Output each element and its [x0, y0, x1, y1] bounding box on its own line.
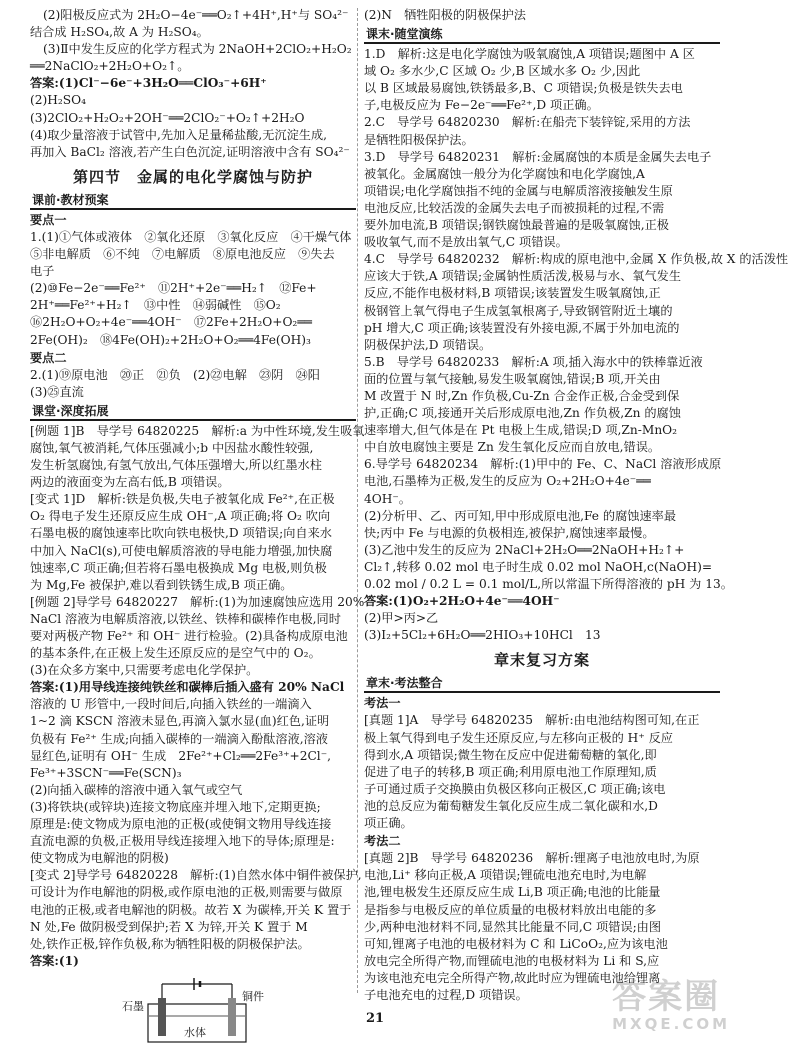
text-line: [例题 1]B 导学号 64820225 解析:a 为中性环境,发生吸氧 — [30, 423, 365, 438]
text-line: 子电池充电的过程,D 项错误。 — [364, 987, 528, 1002]
text-line: 使文物成为电解池的阴极) — [30, 851, 169, 866]
text-line: 是牺牲阳极保护法。 — [364, 132, 474, 147]
text-line: [变式 1]D 解析:铁是负极,失电子被氧化成 Fe²⁺,在正极 — [30, 492, 335, 507]
text-line: 0.02 mol / 0.2 L = 0.1 mol/L,所以常温下所得溶液的 pH 为 13。 — [364, 577, 733, 591]
chapter-title: 章末复习方案 — [493, 651, 590, 670]
text-line: 石墨电极的腐蚀速率比吹向铁电极快,D 项错误;向自来水 — [30, 526, 332, 541]
text-line: 池的总反应为葡萄糖发生氧化反应生成二氧化碳和水,D — [364, 798, 658, 813]
text-line: 答案:(1) — [30, 953, 79, 968]
page-number: 21 — [365, 1011, 385, 1026]
text-line: ⑤非电解质 ⑥不纯 ⑦电解质 ⑧原电池反应 ⑨失去 — [30, 247, 335, 262]
text-line: 子可通过质子交换膜由负极区移向正极区,C 项正确;该电 — [364, 781, 666, 796]
text-line: (3)㉕直流 — [30, 384, 84, 399]
text-line: 蚀速率,C 项正确;但若将石墨电极换成 Mg 电极,则负极 — [30, 560, 327, 575]
method-two-heading: 考法二 — [364, 834, 401, 849]
text-line: 项正确。 — [364, 816, 413, 831]
text-line: 反应,不能作电极材料,B 项错误;该装置发生吸氧腐蚀,正 — [364, 286, 661, 301]
text-line: 负极有 Fe²⁺ 生成;向插入碳棒的一端滴入酚酞溶液,溶液 — [30, 731, 328, 746]
text-line: (2)向插入碳棒的溶液中通入氧气或空气 — [30, 782, 243, 797]
text-line: 池,锂电极发生还原反应生成 Li,B 项正确;电池的比能量 — [364, 885, 661, 900]
text-line: pH 增大,C 项正确;该装置没有外接电源,不属于外加电流的 — [364, 320, 680, 335]
text-line: 中加入 NaCl(s),可使电解质溶液的导电能力增强,加快腐 — [30, 543, 333, 558]
text-line: 应该大于铁,A 项错误;金属钠性质活泼,极易与水、氧气发生 — [364, 269, 682, 284]
graphite-label: 石墨 — [122, 999, 144, 1013]
text-line: 腐蚀,氧气被消耗,气体压强减小;b 中因盐水酸性较强, — [30, 440, 314, 455]
text-line: (2)⑩Fe−2e⁻══Fe²⁺ ⑪2H⁺+2e⁻══H₂↑ ⑫Fe+ — [30, 281, 317, 296]
text-line: NaCl 溶液为电解质溶液,以铁丝、铁棒和碳棒作电极,同时 — [30, 611, 341, 626]
text-line: 1.(1)①气体或液体 ②氧化还原 ③氧化反应 ④干燥气体 — [30, 229, 352, 244]
text-line: [真题 1]A 导学号 64820235 解析:由电池结构图可知,在正 — [364, 713, 700, 728]
text-line: 原理是:使文物成为原电池的正极(或使铜文物用导线连接 — [30, 817, 332, 832]
text-line: 2Fe(OH)₂ ⑱4Fe(OH)₂+2H₂O+O₂══4Fe(OH)₃ — [30, 332, 311, 347]
text-line: 得到水,A 项错误;微生物在反应中促进葡萄糖的氧化,即 — [364, 747, 657, 762]
text-line: (4)取少量溶液于试管中,先加入足量稀盐酸,无沉淀生成, — [30, 127, 328, 142]
section-bar-practice: 课末·随堂演练 — [364, 26, 720, 44]
text-line: (3)I₂+5Cl₂+6H₂O══2HIO₃+10HCl 13 — [364, 628, 601, 643]
watermark-logo: 答案圈 MXQE.COM — [612, 976, 730, 1033]
water-label: 水体 — [184, 1025, 206, 1039]
text-line: (2)分析甲、乙、丙可知,甲中形成原电池,Fe 的腐蚀速率最 — [364, 508, 677, 523]
text-line: [变式 2]导学号 64820228 解析:(1)自然水体中铜件被保护, — [30, 868, 362, 883]
text-line: 3.D 导学号 64820231 解析:金属腐蚀的本质是金属失去电子 — [364, 149, 712, 164]
text-line: 域 O₂ 多水少,C 区域 O₂ 少,B 区域水多 O₂ 少,因此 — [364, 64, 641, 79]
text-line: 溶液的 U 形管中,一段时间后,向插入铁丝的一端滴入 — [30, 697, 312, 712]
right-lines-a — [364, 7, 720, 24]
text-line: 吸收氧气,而不是放出氧气,C 项错误。 — [364, 235, 568, 250]
text-line: 护,正确;C 项,接通开关后形成原电池,Zn 作负极,Zn 的腐蚀 — [364, 406, 681, 421]
text-line: 面的位置与氧气接触,易发生吸氧腐蚀,错误;B 项,开关由 — [364, 371, 661, 386]
text-line: 以 B 区域最易腐蚀,铁锈最多,B、C 项错误;负极是铁失去电 — [364, 81, 683, 96]
text-line: (3)将铁块(或锌块)连接文物底座并埋入地下,定期更换; — [30, 799, 321, 814]
text-line: 少,两种电池材料不同,显然其比能量不同,C 项错误;由图 — [364, 919, 662, 934]
text-line: 速率增大,但气体是在 Pt 电极上生成,错误;D 项,Zn-MnO₂ — [364, 423, 678, 438]
text-line: Fe³⁺+3SCN⁻══Fe(SCN)₃ — [30, 765, 182, 780]
text-line: [例题 2]导学号 64820227 解析:(1)为加速腐蚀应选用 20% — [30, 594, 365, 609]
text-line: 电池反应,比较活泼的金属失去电子而被损耗的过程,不需 — [364, 200, 665, 215]
text-line: 两边的液面变为左高右低,B 项错误。 — [30, 475, 230, 490]
text-line: 极钢管上氧气得电子生成氢氧根离子,导致钢管附近土壤的 — [364, 303, 673, 318]
text-line: (3)Ⅱ中发生反应的化学方程式为 2NaOH+2ClO₂+H₂O₂ — [43, 42, 352, 57]
left-lines-b — [30, 229, 356, 349]
text-line: 的基本条件,在正极上发生还原反应的是空气中的 O₂。 — [30, 646, 321, 661]
text-line: 再加入 BaCl₂ 溶液,若产生白色沉淀,证明溶液中含有 SO₄²⁻ — [30, 144, 350, 159]
right-lines-b — [364, 46, 788, 644]
text-line: 发生析氢腐蚀,有氢气放出,气体压强增大,所以红墨水柱 — [30, 458, 322, 473]
text-line: 子,电极反应为 Fe−2e⁻══Fe²⁺,D 项正确。 — [364, 98, 599, 113]
text-line: 电池的正极,或者电解池的阴极。故若 X 为碳棒,开关 K 置于 — [30, 902, 352, 917]
text-line: 可知,锂离子电池的电极材料为 C 和 LiCoO₂,应为该电池 — [364, 936, 668, 951]
method-one-heading: 考法一 — [364, 696, 401, 711]
section-bar-classroom: 课堂·深度拓展 — [30, 403, 356, 421]
right-lines-c — [364, 712, 720, 832]
right-column — [364, 7, 788, 1004]
text-line: 答案:(1)用导线连接纯铁丝和碳棒后插入盛有 20% NaCl — [30, 680, 345, 695]
text-line: 直流电源的负极,正极用导线连接埋入地下的导体;原理是: — [30, 834, 335, 849]
text-line: 答案:(1)Cl⁻−6e⁻+3H₂O══ClO₃⁻+6H⁺ — [30, 76, 267, 91]
left-column — [30, 7, 365, 1046]
left-lines-d — [30, 423, 365, 970]
text-line: 中自放电腐蚀主要是 Zn 发生氧化反应而自放电,错误。 — [364, 440, 661, 455]
copper-label: 铜件 — [242, 989, 264, 1003]
section-bar-preview: 课前·教材预案 — [30, 192, 356, 210]
point-two-heading: 要点二 — [30, 350, 67, 365]
text-line: 答案:(1)O₂+2H₂O+4e⁻══4OH⁻ — [364, 594, 560, 609]
text-line: 是指参与电极反应的单位质量的电极材料放出电能的多 — [364, 902, 657, 917]
text-line: 电池,Li⁺ 移向正极,A 项错误;锂硫电池充电时,为电解 — [364, 868, 647, 883]
text-line: 电池,石墨棒为正极,发生的反应为 O₂+2H₂O+4e⁻══ — [364, 474, 651, 489]
text-line: 促进了电子的转移,B 项正确;利用原电池工作原理知,质 — [364, 764, 657, 779]
text-line: 电子 — [30, 264, 55, 279]
section-bar-methods: 章末·考法整合 — [364, 675, 720, 693]
text-line: M 改置于 N 时,Zn 作负极,Cu-Zn 合金作正极,合金受到保 — [364, 388, 680, 403]
text-line: 项错误;电化学腐蚀指不纯的金属与电解质溶液接触发生原 — [364, 183, 673, 198]
text-line: 为该电池充电完全所得产物,故此时应为锂硫电池给锂离 — [364, 970, 661, 985]
text-line: 显红色,证明有 OH⁻ 生成 2Fe²⁺+Cl₂══2Fe³⁺+2Cl⁻, — [30, 748, 332, 763]
text-line: 6.导学号 64820234 解析:(1)甲中的 Fe、C、NaCl 溶液形成原 — [364, 457, 722, 472]
text-line: (2)阳极反应式为 2H₂O−4e⁻══O₂↑+4H⁺,H⁺与 SO₄²⁻ — [43, 8, 349, 22]
text-line: 阴极保护法,D 项错误。 — [364, 337, 492, 352]
text-line: [真题 2]B 导学号 64820236 解析:锂离子电池放电时,为原 — [364, 851, 700, 866]
text-line: 快;丙中 Fe 与电源的负极相连,被保护,腐蚀速率最慢。 — [364, 525, 655, 540]
text-line: (2)甲>丙>乙 — [364, 611, 439, 626]
text-line: (2)N 牺牲阳极的阴极保护法 — [364, 8, 526, 22]
text-line: 2H⁺══Fe²⁺+H₂↑ ⑬中性 ⑭弱碱性 ⑮O₂ — [30, 298, 281, 313]
text-line: 被氧化。金属腐蚀一般分为化学腐蚀和电化学腐蚀,A — [364, 166, 645, 181]
text-line: 结合成 H₂SO₄,故 A 为 H₂SO₄。 — [30, 25, 209, 40]
column-divider — [357, 8, 358, 993]
text-line: (3)在众多方案中,只需要考虑电化学保护。 — [30, 663, 259, 678]
text-line: Cl₂↑,转移 0.02 mol 电子时生成 0.02 mol NaOH,c(NaOH)= — [364, 559, 713, 574]
text-line: ══2NaClO₂+2H₂O+O₂↑。 — [30, 59, 190, 74]
text-line: (3)2ClO₂+H₂O₂+2OH⁻══2ClO₂⁻+O₂↑+2H₂O — [30, 110, 305, 125]
text-line: 为 Mg,Fe 被保护,难以看到铁锈生成,B 项正确。 — [30, 577, 293, 592]
text-line: 放电完全所得产物,而锂硫电池的电极材料为 Li 和 S,应 — [364, 953, 660, 968]
point-one-heading: 要点一 — [30, 212, 67, 227]
text-line: N 处,Fe 做阴极受到保护;若 X 为锌,开关 K 置于 M — [30, 919, 308, 934]
text-line: 4OH⁻。 — [364, 491, 411, 506]
text-line: 4.C 导学号 64820232 解析:构成的原电池中,金属 X 作负极,故 X 的活泼性 — [364, 252, 788, 267]
left-lines-c — [30, 367, 356, 401]
text-line: ⑯2H₂O+O₂+4e⁻══4OH⁻ ⑰2Fe+2H₂O+O₂══ — [30, 315, 312, 330]
text-line: 极上氧气得到电子发生还原反应,与左移向正极的 H⁺ 反应 — [364, 730, 673, 745]
text-line: 可设计为作电解池的阴极,或作原电池的正极,则需要与做原 — [30, 885, 343, 900]
text-line: 要对两极产物 Fe²⁺ 和 OH⁻ 进行检验。(2)具备构成原电池 — [30, 629, 348, 643]
section-title: 第四节 金属的电化学腐蚀与防护 — [72, 167, 313, 186]
text-line: 1~2 滴 KSCN 溶液未显色,再滴入氯水显(血)红色,证明 — [30, 714, 330, 729]
text-line: 要外加电流,B 项错误;钢铁腐蚀最普遍的是吸氧腐蚀,正极 — [364, 218, 669, 233]
left-lines-a — [30, 7, 356, 161]
text-line: 2.C 导学号 64820230 解析:在船壳下装锌锭,采用的方法 — [364, 115, 691, 130]
text-line: 处,铁作正极,锌作负极,称为牺牲阳极的阴极保护法。 — [30, 936, 310, 951]
text-line: 5.B 导学号 64820233 解析:A 项,插入海水中的铁棒靠近液 — [364, 354, 703, 369]
text-line: (3)乙池中发生的反应为 2NaCl+2H₂O══2NaOH+H₂↑+ — [364, 542, 685, 557]
text-line: O₂ 得电子发生还原反应生成 OH⁻,A 项正确;将 O₂ 吹向 — [30, 509, 331, 524]
text-line: (2)H₂SO₄ — [30, 93, 87, 108]
text-line: 1.D 解析:这是电化学腐蚀为吸氧腐蚀,A 项错误;题图中 A 区 — [364, 47, 695, 62]
text-line: 2.(1)⑲原电池 ⑳正 ㉑负 (2)㉒电解 ㉓阴 ㉔阳 — [30, 367, 320, 382]
